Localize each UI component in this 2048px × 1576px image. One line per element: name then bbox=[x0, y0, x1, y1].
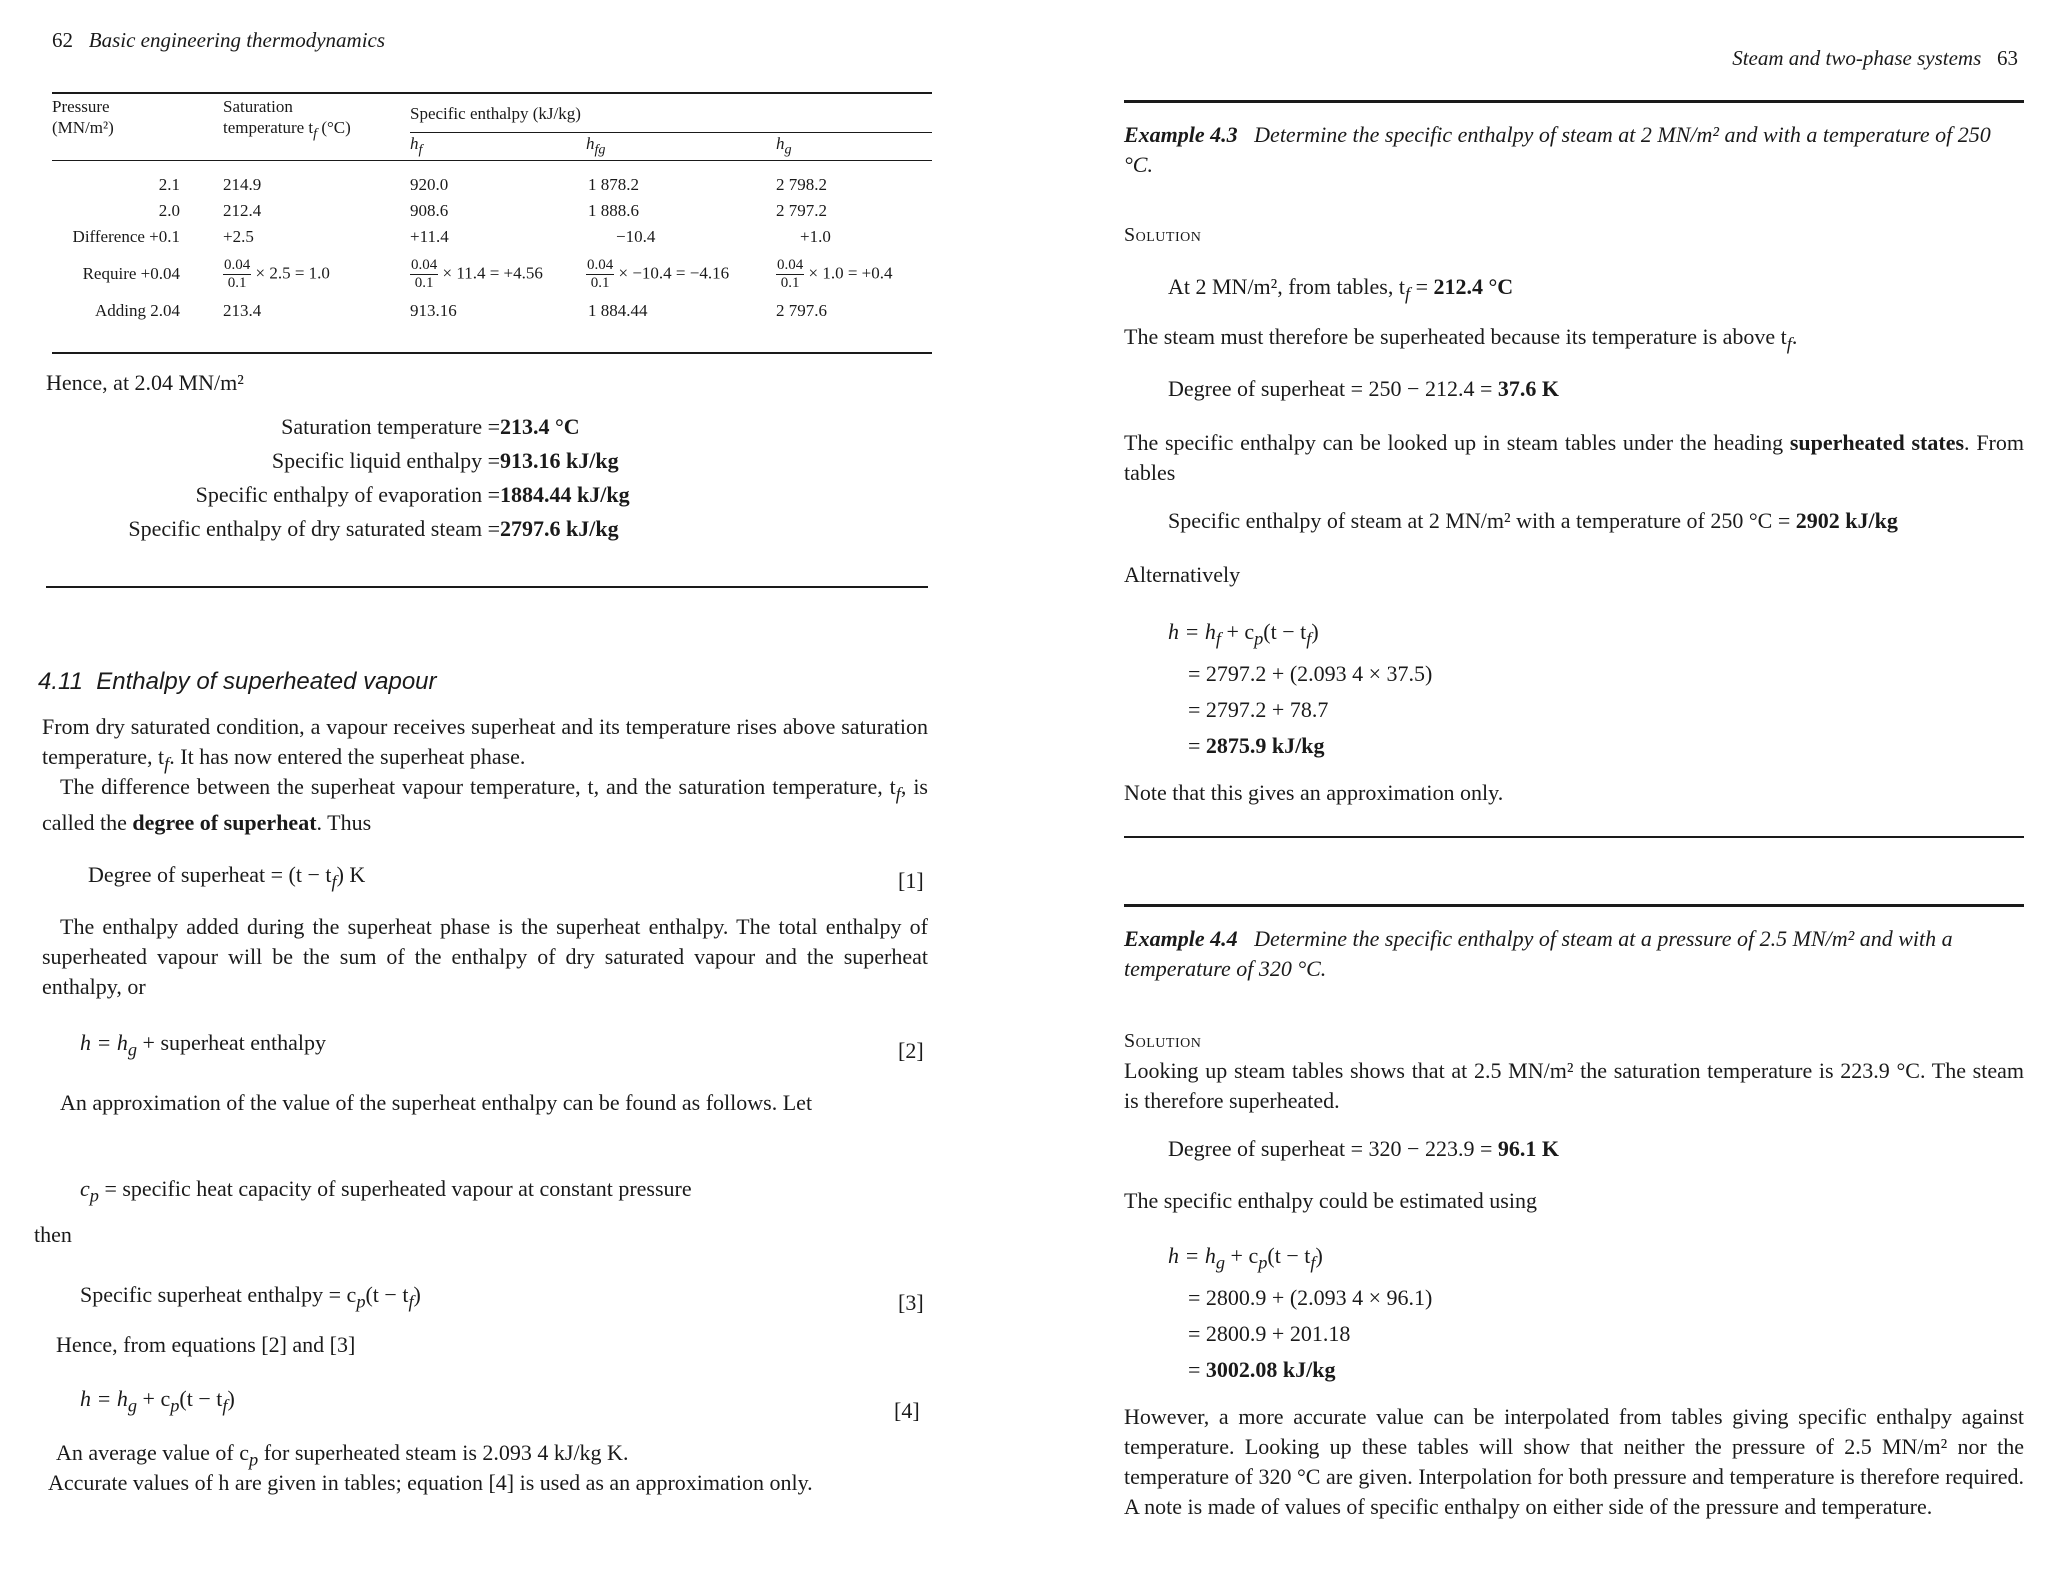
paragraph: From dry saturated condition, a vapour receives superheat and its temperature rises above saturation temperature, $t_f$. It has now entered the superheat phase. bbox=[42, 714, 928, 774]
col-header-hf: $h_f$ bbox=[410, 134, 423, 158]
interpolation-table bbox=[52, 172, 932, 324]
example-4-4-statement: Example 4.4 Determine the specific enthalpy of steam at a pressure of 2.5 MN/m² and with a temperature of 320 °C. bbox=[1124, 926, 1953, 981]
equation-number: [4] bbox=[894, 1398, 920, 1423]
estimate-line: The specific enthalpy could be estimated using bbox=[1124, 1188, 1537, 1213]
table-row: 2.0 212.4 908.6 1 888.6 2 797.2 bbox=[158, 201, 827, 220]
calc-line: = 2875.9 kJ/kg bbox=[1188, 733, 1325, 759]
paragraph: Accurate values of h are given in tables; equation [4] is used as an approximation only. bbox=[48, 1470, 813, 1495]
enthalpy-group-rule bbox=[410, 132, 932, 133]
calc-line: = 2800.9 + 201.18 bbox=[1188, 1321, 1351, 1347]
left-page-header bbox=[52, 28, 385, 53]
calc-line: = 2797.2 + (2.093 4 × 37.5) bbox=[1188, 661, 1433, 687]
solution-line: The steam must therefore be superheated because its temperature is above $t_f$. bbox=[1124, 324, 1798, 354]
right-running-title: Steam and two-phase systems bbox=[1732, 46, 1982, 70]
equation-3: Specific superheat enthalpy = $c_p(t - t_f)$ bbox=[80, 1282, 421, 1312]
table-row-require: Require +0.04 $\frac{0.04}{0.1}$ × 2.5 = 1.0 $\frac{0.04}{0.1}$ × 11.4 = +4.56 $\frac{0.04}{0.1}$ × −10.4 = −4.16 $\frac{0.04}{0.1}$ × 1.0 = +0.4 bbox=[82, 256, 893, 291]
equation-2: $h = h_g$ + superheat enthalpy bbox=[80, 1030, 326, 1060]
paragraph: The difference between the superheat vapour temperature, t, and the saturation temperature, $t_f$, is called the degree of superheat. Thus bbox=[42, 774, 928, 836]
example-label: Example 4.3 bbox=[1124, 122, 1238, 147]
col-header-saturation: Saturation temperature $t_f$ (°C) bbox=[223, 97, 351, 142]
table-top-rule bbox=[52, 92, 932, 94]
calc-line: = 2800.9 + (2.093 4 × 96.1) bbox=[1188, 1285, 1433, 1311]
calc-line: $h = h_g + c_p(t - t_f)$ bbox=[1168, 1243, 1323, 1273]
calculation-block bbox=[1168, 614, 1432, 764]
solution-heading: Solution bbox=[1124, 224, 1202, 246]
superheat-equation: Degree of superheat = 320 − 223.9 = 96.1 K bbox=[1168, 1136, 1559, 1161]
col-header-hfg: $h_{fg}$ bbox=[586, 134, 606, 158]
right-page-number: 63 bbox=[1997, 46, 2018, 70]
table-row: 2.1 214.9 920.0 1 878.2 2 798.2 bbox=[158, 175, 827, 194]
equation-4: $h = h_g + c_p(t - t_f)$ bbox=[80, 1386, 235, 1416]
col-header-hg: $h_g$ bbox=[776, 134, 792, 158]
left-page-number: 62 bbox=[52, 28, 73, 52]
example-label: Example 4.4 bbox=[1124, 926, 1238, 951]
left-page bbox=[0, 0, 1010, 1576]
paragraph: The enthalpy added during the superheat phase is the superheat enthalpy. The total enthalpy of superheated vapour will be the sum of the enthalpy of dry saturated vapour and the superheat enthalpy, or bbox=[42, 914, 928, 999]
calc-line: = 2797.2 + 78.7 bbox=[1188, 697, 1329, 723]
solution-heading: Solution bbox=[1124, 1030, 1202, 1052]
example-bottom-rule bbox=[1124, 836, 2024, 838]
paragraph: An average value of $c_p$ for superheated steam is 2.093 4 kJ/kg K. bbox=[56, 1440, 629, 1470]
solution-line: At 2 MN/m², from tables, $t_f = 212.4$ °C bbox=[1168, 274, 1514, 304]
calc-line: $h = h_f + c_p(t - t_f)$ bbox=[1168, 619, 1319, 649]
table-lookup-result: Specific enthalpy of steam at 2 MN/m² with a temperature of 250 °C = 2902 kJ/kg bbox=[1168, 508, 1898, 533]
equation-number: [3] bbox=[898, 1290, 924, 1315]
right-page bbox=[1020, 0, 2048, 1576]
example-4-3-statement: Example 4.3 Determine the specific enthalpy of steam at 2 MN/m² and with a temperature of 250 °C. bbox=[1124, 122, 1991, 177]
col-header-enthalpy-group: Specific enthalpy (kJ/kg) bbox=[410, 104, 581, 123]
paragraph: The specific enthalpy can be looked up in steam tables under the heading superheated states. From tables bbox=[1124, 430, 2024, 485]
col-header-pressure: Pressure (MN/m²) bbox=[52, 97, 114, 137]
table-bottom-rule bbox=[52, 352, 932, 354]
table-row: Difference +0.1 +2.5 +11.4 −10.4 +1.0 bbox=[72, 227, 831, 246]
example-top-rule bbox=[1124, 904, 2024, 907]
definition-cp: $c_p$ = specific heat capacity of superheated vapour at constant pressure bbox=[80, 1176, 692, 1206]
equation-number: [1] bbox=[898, 868, 924, 893]
example-top-rule bbox=[1124, 100, 2024, 103]
paragraph: An approximation of the value of the superheat enthalpy can be found as follows. Let bbox=[60, 1090, 813, 1115]
equation-number: [2] bbox=[898, 1038, 924, 1063]
paragraph: However, a more accurate value can be interpolated from tables giving specific enthalpy against temperature. Looking up these tables will show that neither the pressure of 2.5 MN/m² nor the temperature of 320 °C are given. Interpolation for both pressure and temperature is therefore required. A note is made of values of specific enthalpy on either side of the pressure and temperature. bbox=[1124, 1404, 2024, 1519]
section-heading: 4.11 Enthalpy of superheated vapour bbox=[38, 668, 437, 695]
approximation-note: Note that this gives an approximation only. bbox=[1124, 780, 1504, 805]
calculation-block bbox=[1168, 1238, 1432, 1388]
hence-statement: Hence, at 2.04 MN/m² bbox=[46, 370, 244, 395]
then-word: then bbox=[34, 1222, 72, 1247]
left-running-title: Basic engineering thermodynamics bbox=[88, 28, 386, 52]
hence-equations: Hence, from equations [2] and [3] bbox=[56, 1332, 356, 1357]
equation-1: Degree of superheat = $(t - t_f)$ K bbox=[88, 862, 366, 892]
alternatively-word: Alternatively bbox=[1124, 562, 1241, 587]
paragraph: Looking up steam tables shows that at 2.5 MN/m² the saturation temperature is 223.9 °C. The steam is therefore superheated. bbox=[1124, 1058, 2024, 1113]
table-row-adding: Adding 2.04 213.4 913.16 1 884.44 2 797.6 bbox=[95, 301, 827, 320]
superheat-equation: Degree of superheat = 250 − 212.4 = 37.6 K bbox=[1168, 376, 1559, 401]
summary-block: Saturation temperature = 213.4 °C Specific liquid enthalpy = 913.16 kJ/kg Specific enthalpy of evaporation = 1884.44 kJ/kg Specific enthalpy of dry saturated steam = 2797.6 kJ/kg bbox=[128, 414, 630, 541]
summary-bottom-rule bbox=[46, 586, 928, 588]
table-header-rule bbox=[52, 160, 932, 161]
calc-line: = 3002.08 kJ/kg bbox=[1188, 1357, 1336, 1383]
right-page-header bbox=[1732, 46, 2018, 71]
